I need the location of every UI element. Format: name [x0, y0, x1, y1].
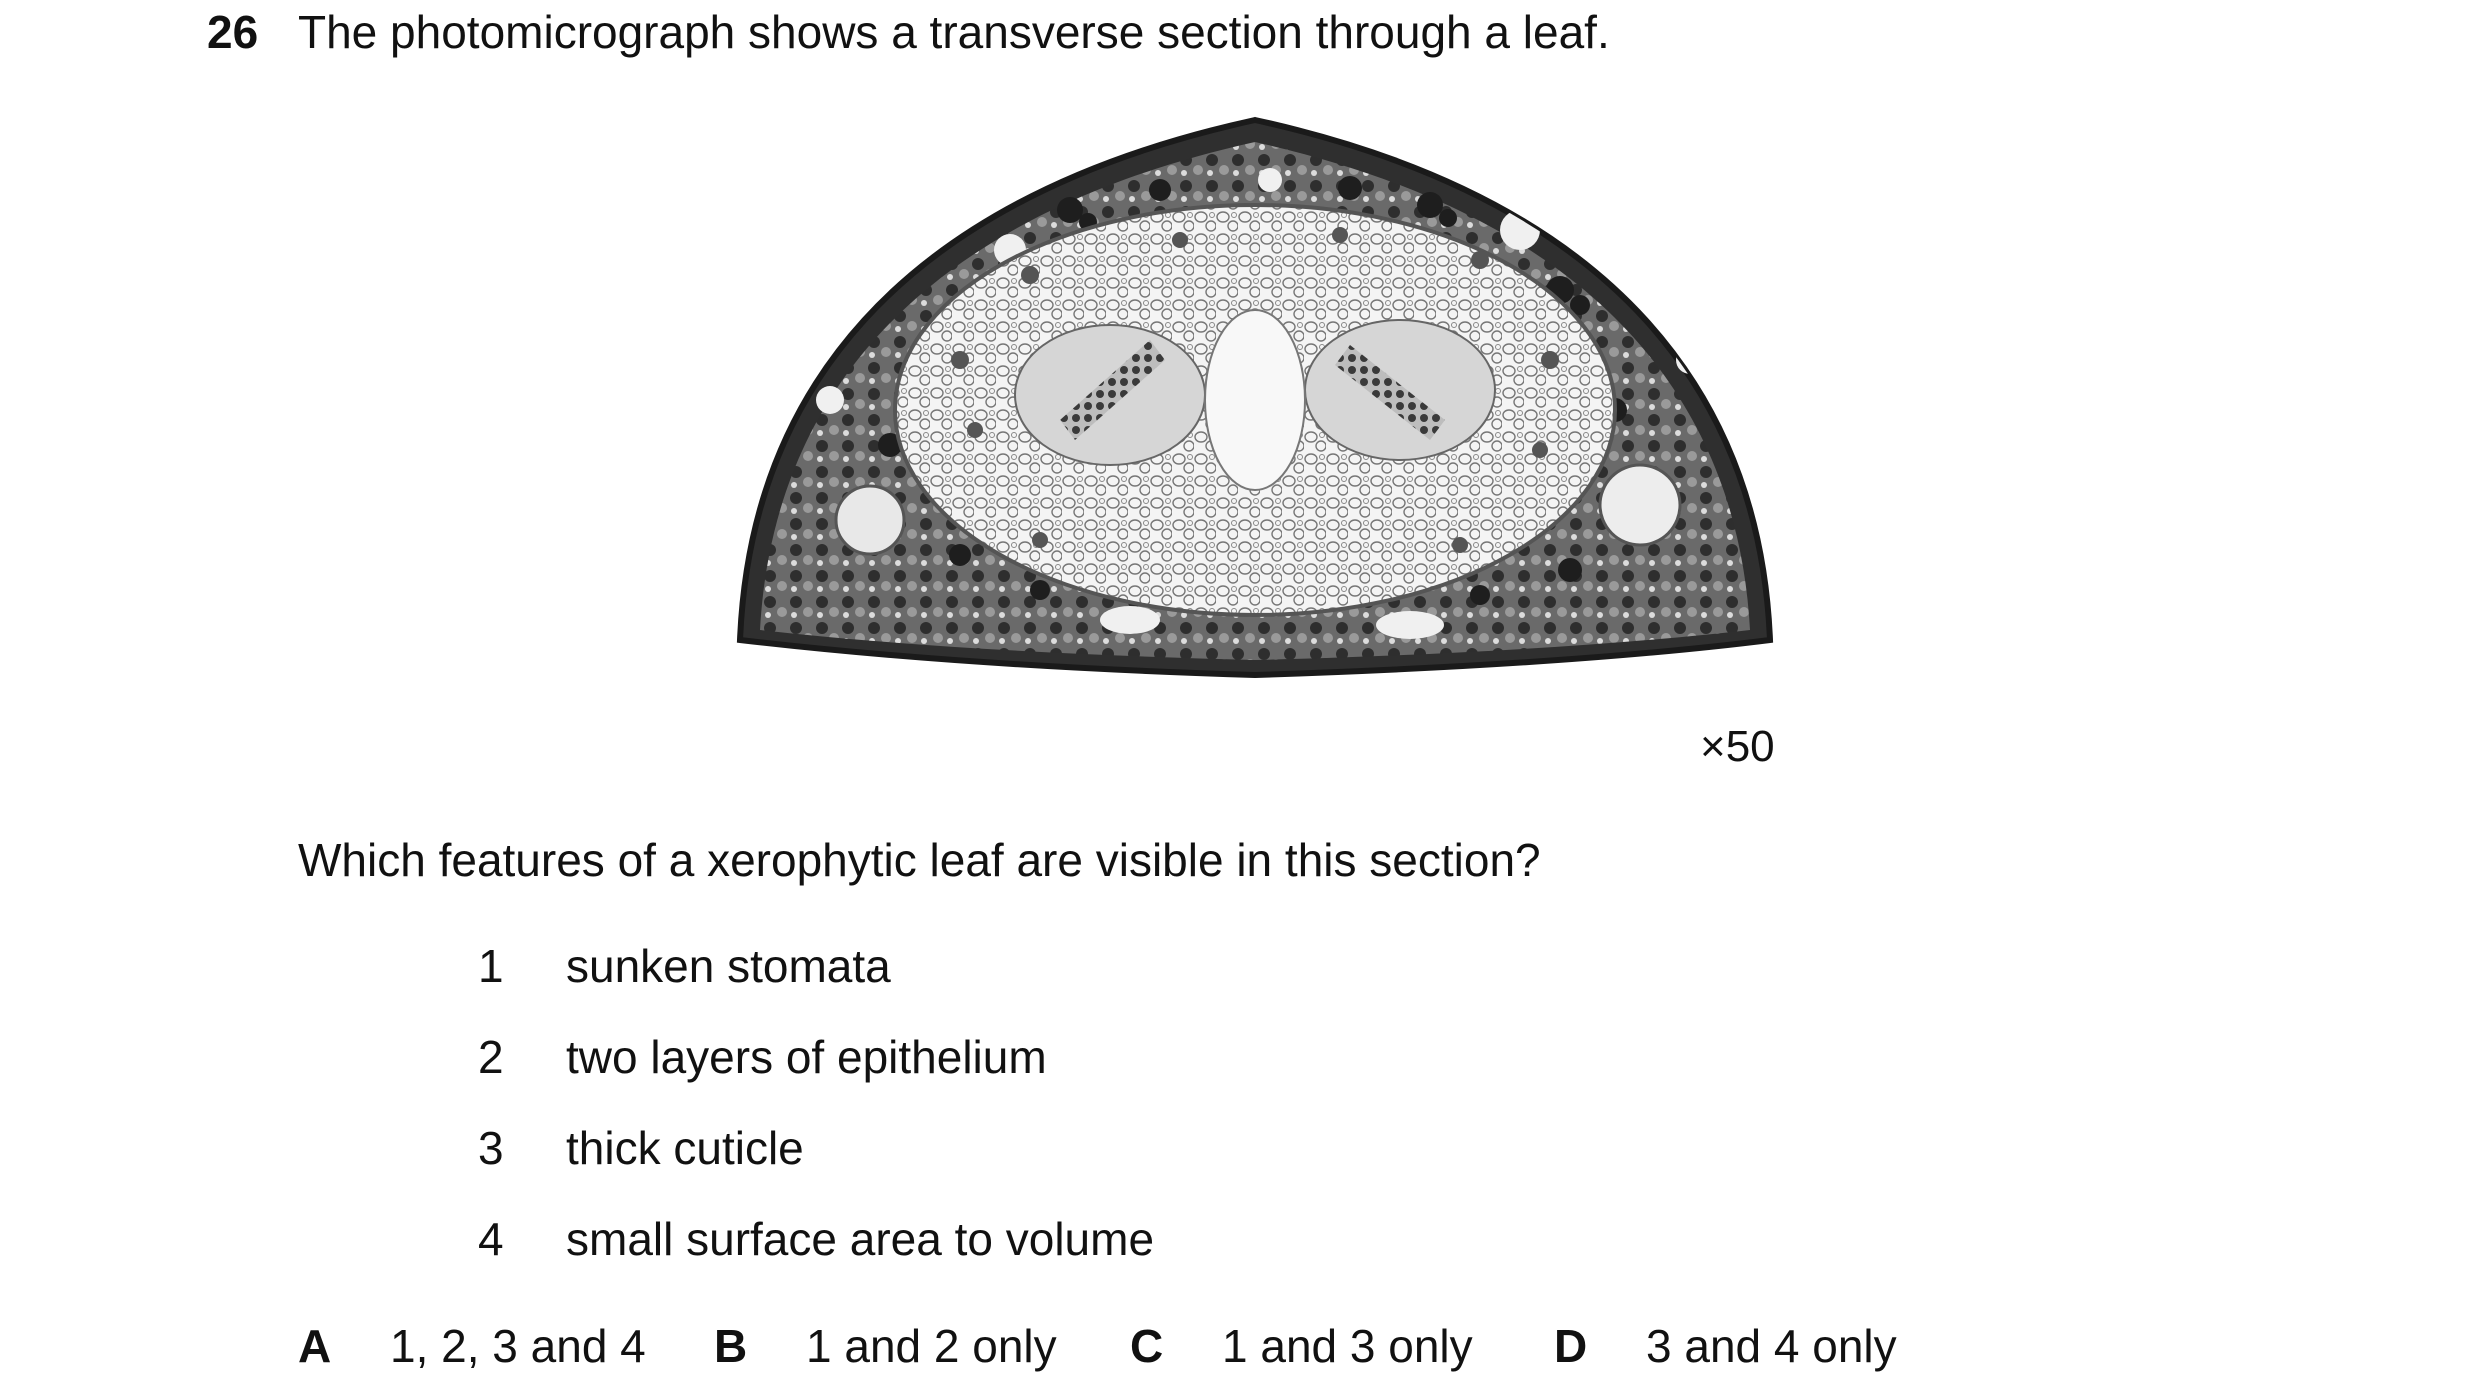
option-text: 1, 2, 3 and 4 — [390, 1320, 646, 1372]
question-stem: The photomicrograph shows a transverse section through a leaf. — [298, 6, 1610, 58]
answer-options — [298, 1318, 2098, 1374]
option-text: 3 and 4 only — [1646, 1320, 1897, 1372]
statement-item — [470, 1211, 1370, 1267]
statement-item — [470, 1120, 1370, 1176]
option-text: 1 and 3 only — [1222, 1320, 1473, 1372]
option-letter: B — [714, 1320, 748, 1372]
statement-text: sunken stomata — [566, 940, 891, 992]
statement-number: 3 — [478, 1122, 504, 1174]
statement-text: two layers of epithelium — [566, 1031, 1047, 1083]
statement-number: 4 — [478, 1213, 504, 1265]
statement-item — [470, 1029, 1370, 1085]
leaf-section-image — [710, 100, 1800, 720]
leaf-photomicrograph — [710, 100, 1800, 720]
option-letter: C — [1130, 1320, 1164, 1372]
statement-number: 1 — [478, 940, 504, 992]
option-text: 1 and 2 only — [806, 1320, 1057, 1372]
statement-number: 2 — [478, 1031, 504, 1083]
statement-text: small surface area to volume — [566, 1213, 1155, 1265]
option-letter: A — [298, 1320, 332, 1372]
magnification-label: ×50 — [1700, 722, 1775, 771]
question-prompt: Which features of a xerophytic leaf are visible in this section? — [298, 834, 1541, 886]
statement-text: thick cuticle — [566, 1122, 804, 1174]
question-number: 26 — [207, 6, 259, 58]
statement-item — [470, 938, 1370, 994]
option-letter: D — [1554, 1320, 1588, 1372]
